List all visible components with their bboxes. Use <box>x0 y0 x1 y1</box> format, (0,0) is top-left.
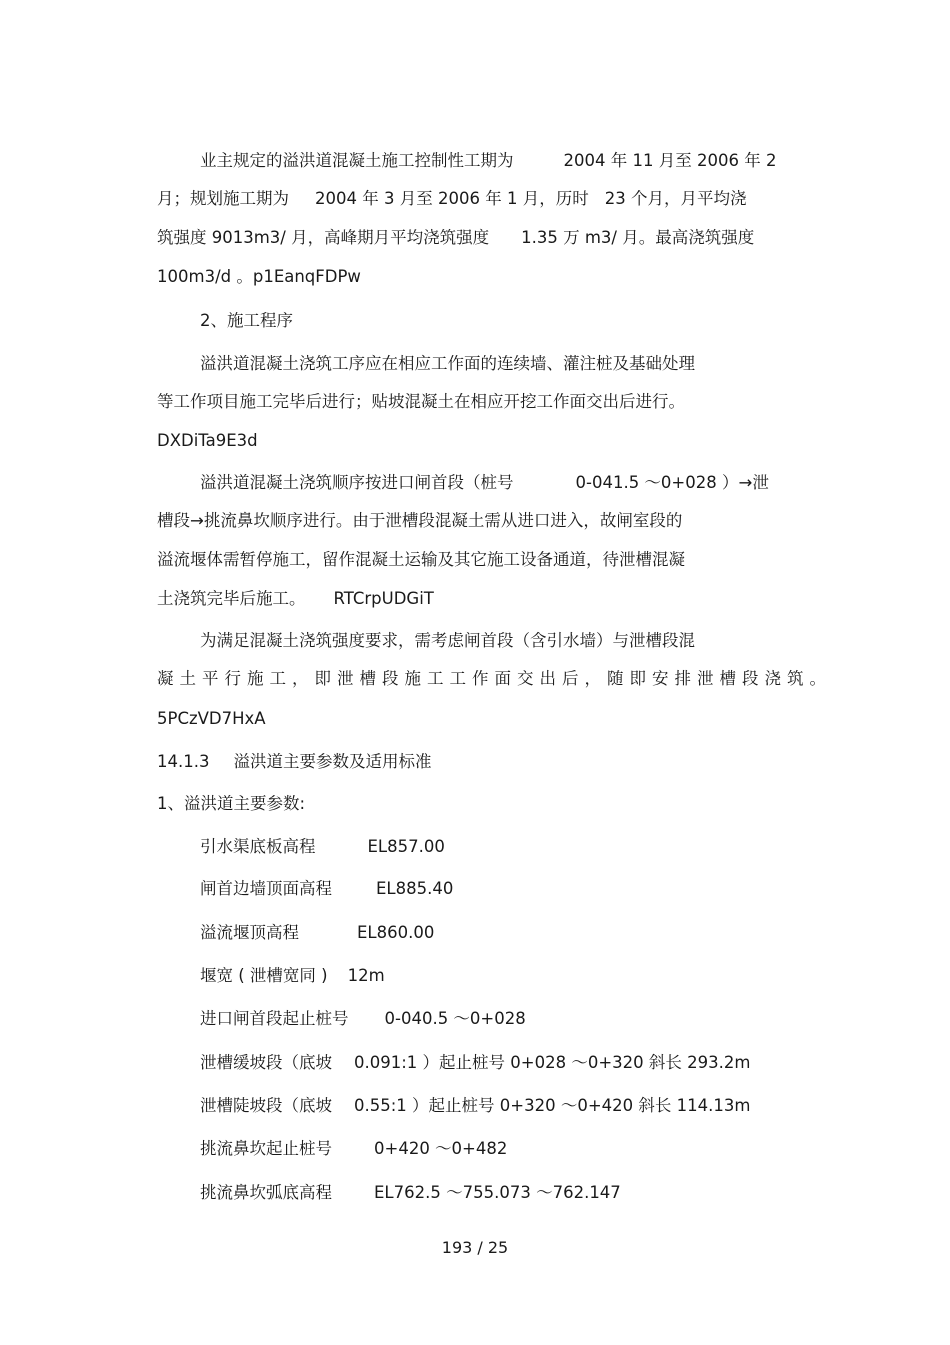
para2-line3 <box>157 430 258 452</box>
text: 5PCzVD7HxA <box>157 709 266 728</box>
text: 100m3/d 。p1EanqFDPw <box>157 267 361 286</box>
para2-line1 <box>200 353 695 375</box>
param-name: 泄槽陡坡段（底坡 <box>200 1096 332 1115</box>
text: 等工作项目施工完毕后进行；贴坡混凝土在相应开挖工作面交出后进行。 <box>157 392 685 411</box>
para4-line1 <box>200 630 695 652</box>
param-row <box>200 1138 507 1160</box>
para1-line4 <box>157 266 361 288</box>
param-value: EL885.40 <box>376 879 454 898</box>
text: 1、溢洪道主要参数: <box>157 794 306 813</box>
param-value: EL762.5 ～755.073 ～762.147 <box>374 1183 621 1202</box>
param-row <box>200 1095 750 1117</box>
param-name: 挑流鼻坎弧底高程 <box>200 1183 332 1202</box>
param-row <box>200 922 434 944</box>
text: 0-041.5 ～0+028 ）→泄 <box>575 473 769 492</box>
para4-line3 <box>157 708 266 730</box>
text: 2、施工程序 <box>200 311 293 330</box>
param-name: 泄槽缓坡段（底坡 <box>200 1053 332 1072</box>
param-row <box>200 965 385 987</box>
section-title: 溢洪道主要参数及适用标准 <box>233 752 432 771</box>
text: 业主规定的溢洪道混凝土施工控制性工期为 <box>200 151 514 170</box>
param-row <box>200 836 445 858</box>
para1-line2 <box>157 188 746 210</box>
para1-line3 <box>157 227 754 249</box>
text: 1.35 万 m3/ 月。最高浇筑强度 <box>521 228 755 247</box>
text: 溢洪道混凝土浇筑工序应在相应工作面的连续墙、灌注桩及基础处理 <box>200 354 695 373</box>
param-name: 溢流堰顶高程 <box>200 923 299 942</box>
param-value: 0.55:1 ）起止桩号 0+320 ～0+420 斜长 114.13m <box>354 1096 751 1115</box>
param-value: 0.091:1 ）起止桩号 0+028 ～0+320 斜长 293.2m <box>354 1053 751 1072</box>
param-value: 0-040.5 ～0+028 <box>384 1009 526 1028</box>
para3-line4 <box>157 588 434 610</box>
param-value: EL860.00 <box>357 923 435 942</box>
param-row <box>200 878 453 900</box>
section-heading <box>157 751 431 773</box>
param-name: 进口闸首段起止桩号 <box>200 1009 349 1028</box>
text: 2004 年 3 月至 2006 年 1 月，历时 <box>315 189 589 208</box>
page-number: 193 / 25 <box>441 1238 509 1257</box>
text: RTCrpUDGiT <box>333 589 434 608</box>
param-row <box>200 1182 621 1204</box>
text: 溢流堰体需暂停施工，留作混凝土运输及其它施工设备通道，待泄槽混凝 <box>157 550 685 569</box>
para2-line2 <box>157 391 685 413</box>
subheading-construction-procedure <box>200 310 293 332</box>
param-row <box>200 1008 526 1030</box>
text: 溢洪道混凝土浇筑顺序按进口闸首段（桩号 <box>200 473 514 492</box>
text: 筑强度 9013m3/ 月，高峰期月平均浇筑强度 <box>157 228 490 247</box>
text: 土浇筑完毕后施工。 <box>157 589 306 608</box>
text: DXDiTa9E3d <box>157 431 258 450</box>
para4-line2 <box>157 668 832 690</box>
param-value: 12m <box>347 966 385 985</box>
section-number: 14.1.3 <box>157 752 210 771</box>
text: 2004 年 11 月至 2006 年 2 <box>563 151 777 170</box>
para3-line1 <box>200 472 769 494</box>
text: 为满足混凝土浇筑强度要求，需考虑闸首段（含引水墙）与泄槽段混 <box>200 631 695 650</box>
param-value: 0+420 ～0+482 <box>374 1139 508 1158</box>
param-value: EL857.00 <box>367 837 445 856</box>
param-name: 堰宽 ( 泄槽宽同 ) <box>200 966 328 985</box>
text: 凝土平行施工，即泄槽段施工工作面交出后，随即安排泄槽段浇筑。 <box>157 669 832 688</box>
text: 槽段→挑流鼻坎顺序进行。由于泄槽段混凝土需从进口进入，故闸室段的 <box>157 511 683 530</box>
para3-line3 <box>157 549 685 571</box>
param-name: 闸首边墙顶面高程 <box>200 879 332 898</box>
list-heading <box>157 793 305 815</box>
para3-line2 <box>157 510 682 532</box>
text: 23 个月，月平均浇 <box>604 189 747 208</box>
param-row <box>200 1052 750 1074</box>
text: 月；规划施工期为 <box>157 189 289 208</box>
param-name: 挑流鼻坎起止桩号 <box>200 1139 332 1158</box>
param-name: 引水渠底板高程 <box>200 837 316 856</box>
para1-line1 <box>200 150 776 172</box>
